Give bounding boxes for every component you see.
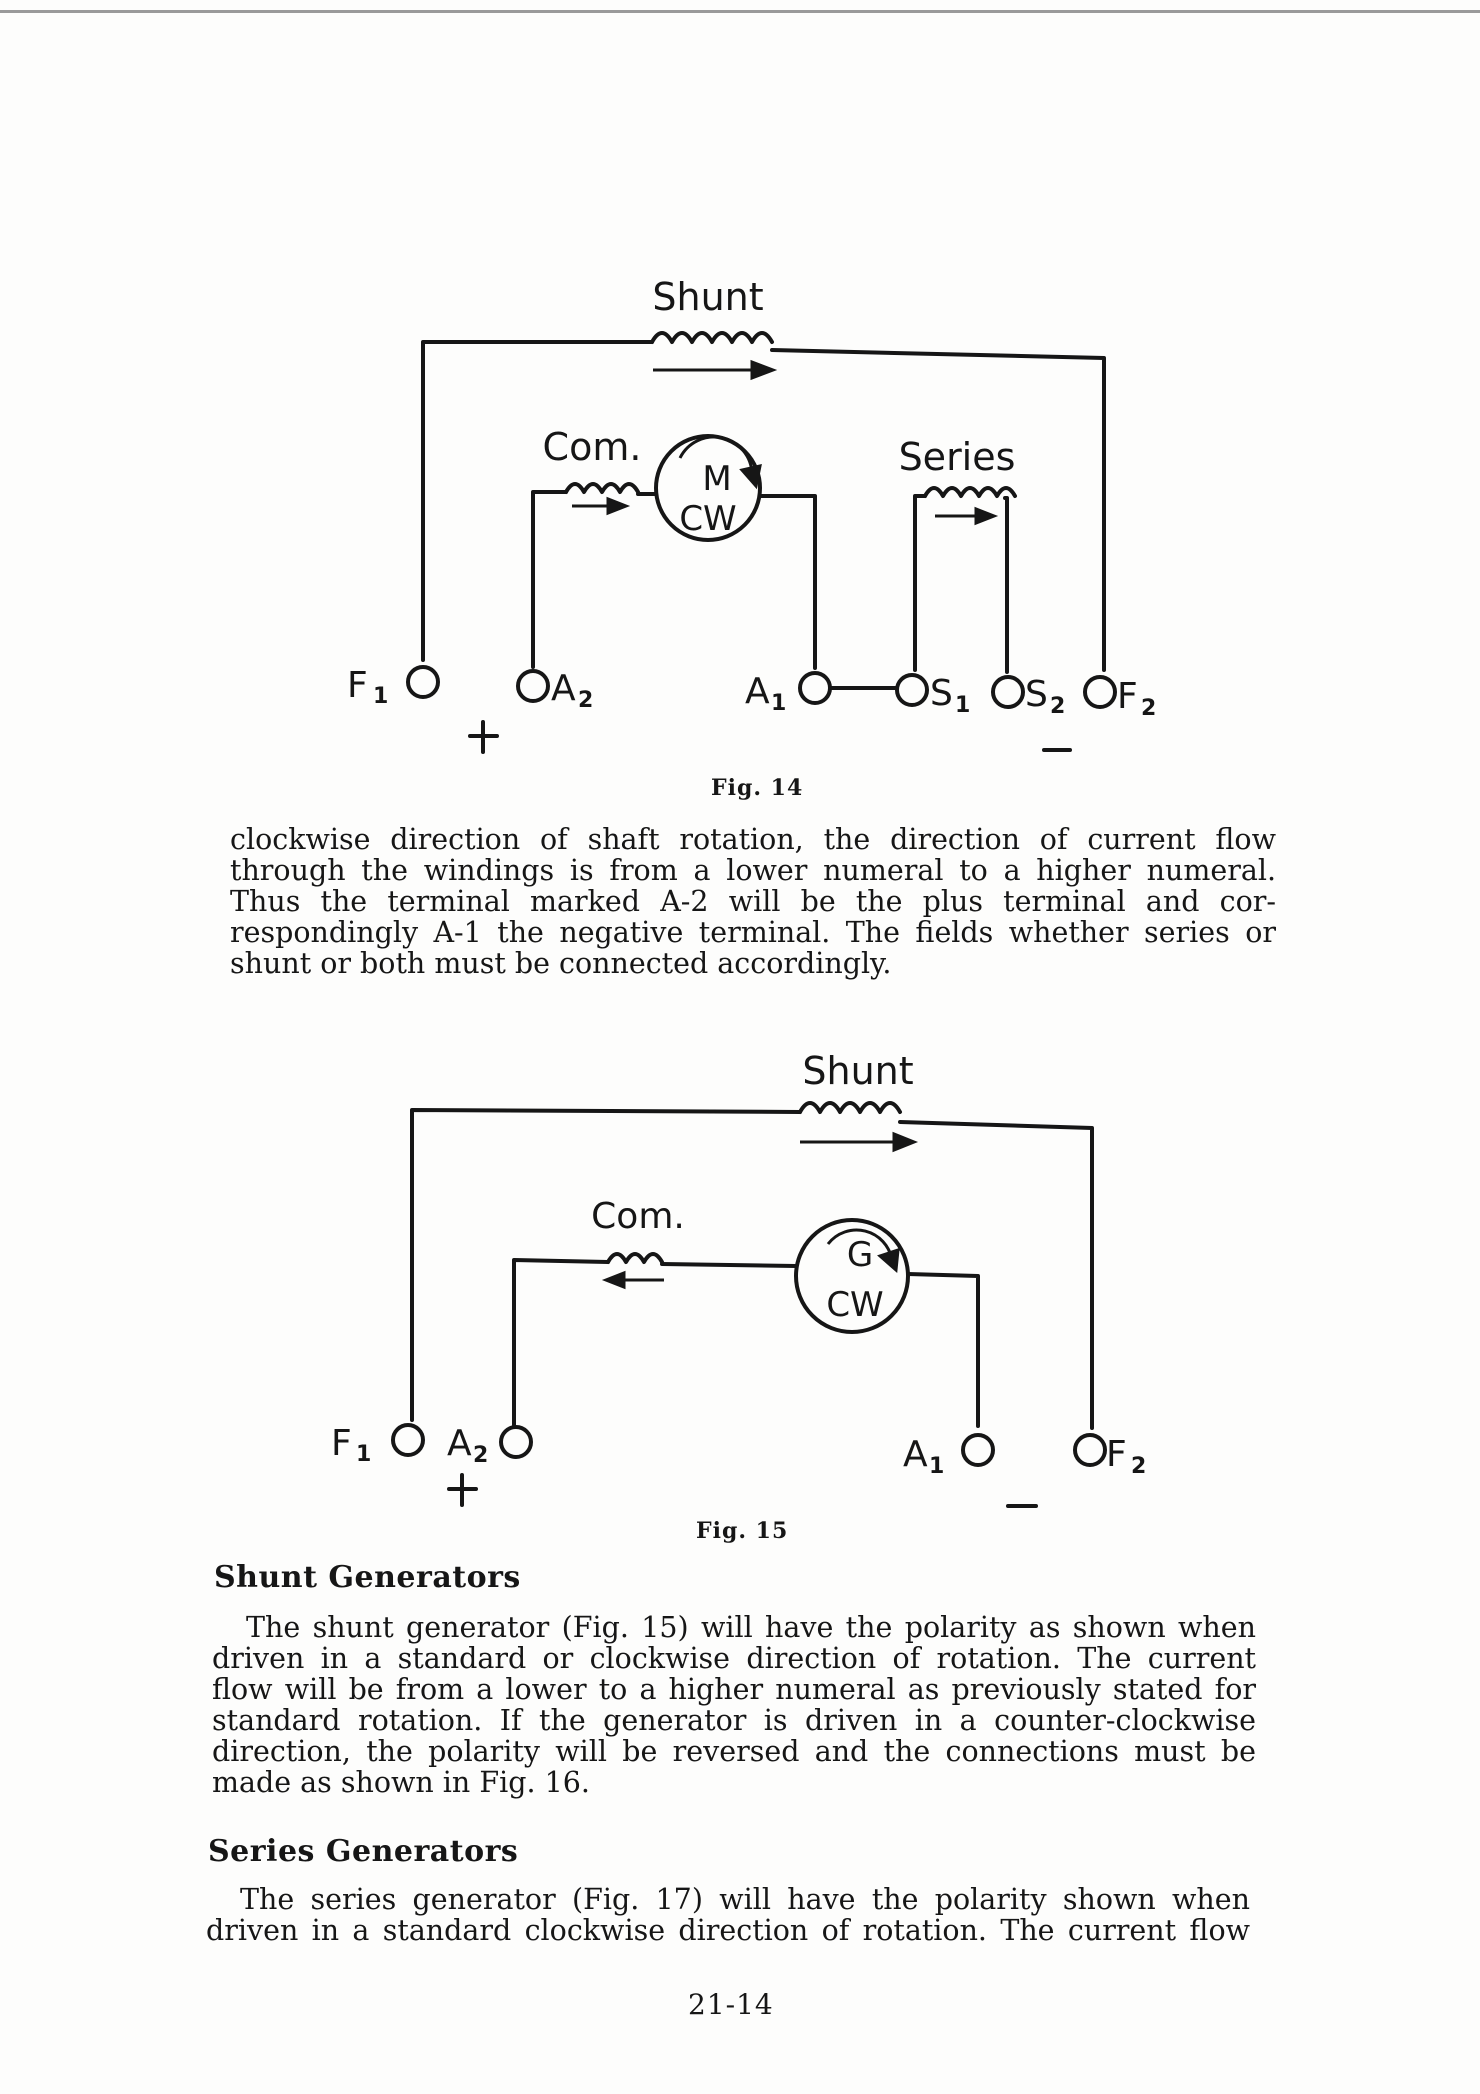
- fig14-caption: Fig. 14: [711, 775, 804, 801]
- fig15-com-label: Com.: [591, 1196, 685, 1237]
- fig14-series-label: Series: [898, 435, 1016, 479]
- paragraph-shunt-generators: [212, 1612, 1256, 1798]
- fig14-a1-letter: A: [745, 671, 770, 712]
- paragraph-1-line: shunt or both must be connected accordingly.: [230, 947, 892, 980]
- paragraph-1-line: Thus the terminal marked A-2 will be the plus terminal and cor-: [230, 885, 1276, 918]
- paragraph-line: driven in a standard or clockwise direction of rotation. The current: [212, 1642, 1256, 1675]
- fig14-wire-a2: [533, 492, 566, 667]
- paragraph-1: [230, 824, 1276, 979]
- paragraph-line: The shunt generator (Fig. 15) will have the polarity as shown when: [246, 1611, 1256, 1644]
- fig14-f2-letter: F: [1117, 676, 1138, 717]
- fig14-wire-series-left: [915, 496, 925, 670]
- fig14-f2-sub: 2: [1141, 696, 1157, 721]
- paragraph-1-line: respondingly A-1 the negative terminal. The fields whether series or: [230, 916, 1276, 949]
- section-heading-shunt-generators: Shunt Generators: [214, 1560, 521, 1595]
- fig15-f2-letter: F: [1106, 1434, 1127, 1475]
- figure-15-diagram: [0, 1000, 1480, 1560]
- fig15-f1-letter: F: [331, 1423, 352, 1464]
- paragraph-1-line: through the windings is from a lower numeral to a higher numeral.: [230, 854, 1276, 887]
- fig14-com-coil: [566, 484, 638, 492]
- fig14-shunt-label: Shunt: [652, 275, 764, 319]
- fig15-a2-sub: 2: [473, 1443, 489, 1468]
- fig15-gen-g: G: [846, 1235, 874, 1275]
- fig15-shunt-coil: [800, 1103, 900, 1112]
- fig15-com-coil: [608, 1254, 662, 1262]
- paragraph-line: flow will be from a lower to a higher numeral as previously stated for: [212, 1673, 1256, 1706]
- fig15-caption: Fig. 15: [696, 1518, 789, 1544]
- fig15-a1-letter: A: [903, 1434, 928, 1475]
- fig14-s1-letter: S: [930, 673, 953, 714]
- page-number: 21-14: [688, 1988, 774, 2021]
- fig14-s2-sub: 2: [1050, 694, 1066, 719]
- fig15-shunt-label: Shunt: [802, 1049, 914, 1093]
- fig15-a2-letter: A: [447, 1423, 472, 1464]
- section-heading-series-generators: Series Generators: [208, 1834, 519, 1869]
- fig14-wire-right: [772, 350, 1104, 670]
- paragraph-line: made as shown in Fig. 16.: [212, 1766, 590, 1799]
- paragraph-line: direction, the polarity will be reversed and the connections must be: [212, 1735, 1256, 1768]
- paragraph-line: standard rotation. If the generator is driven in a counter-clockwise: [212, 1704, 1256, 1737]
- fig14-a2-letter: A: [551, 668, 576, 709]
- paragraph-1-line: clockwise direction of shaft rotation, the direction of current flow: [230, 823, 1276, 856]
- fig14-a2-sub: 2: [578, 688, 594, 713]
- paragraph-series-generators: [206, 1884, 1250, 1946]
- fig14-f1-letter: F: [347, 665, 368, 706]
- fig14-a1-sub: 1: [771, 691, 787, 716]
- fig14-motor-cw: CW: [679, 499, 737, 539]
- fig15-a1-sub: 1: [929, 1454, 945, 1479]
- fig14-motor-m: M: [702, 459, 732, 499]
- paragraph-line: driven in a standard clockwise direction of rotation. The current flow: [206, 1914, 1250, 1947]
- fig14-s1-sub: 1: [955, 693, 971, 718]
- fig14-com-label: Com.: [542, 425, 642, 469]
- fig15-wire-a2: [514, 1260, 608, 1425]
- fig14-s2-letter: S: [1025, 674, 1048, 715]
- fig15-f1-sub: 1: [356, 1442, 372, 1467]
- fig14-series-coil: [925, 488, 1015, 496]
- figure-14-diagram: [0, 0, 1480, 820]
- fig14-f1-sub: 1: [373, 684, 389, 709]
- paragraph-line: The series generator (Fig. 17) will have the polarity shown when: [240, 1883, 1250, 1916]
- fig14-wire-left: [423, 342, 652, 660]
- fig15-f2-sub: 2: [1131, 1454, 1147, 1479]
- fig14-shunt-coil: [652, 333, 772, 342]
- fig15-gen-cw: CW: [826, 1285, 884, 1325]
